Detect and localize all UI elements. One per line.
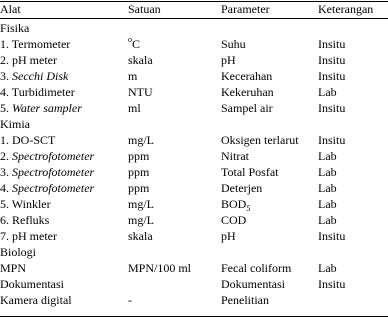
cell-alat: MPN xyxy=(0,261,27,275)
cell-satuan: ppm xyxy=(128,149,150,163)
cell-parameter: Oksigen terlarut xyxy=(221,133,299,147)
item-name: Turbidimeter xyxy=(11,85,75,99)
table-row xyxy=(0,276,388,292)
table-header-row xyxy=(0,0,388,20)
item-name: Spectrofotometer xyxy=(12,165,95,179)
header-keterangan: Keterangan xyxy=(318,2,374,16)
cell-keterangan: Lab xyxy=(318,197,337,211)
cell-satuan: NTU xyxy=(128,85,153,99)
cell-satuan: skala xyxy=(128,229,153,243)
header-satuan: Satuan xyxy=(128,2,161,16)
group-row-kimia xyxy=(0,116,388,132)
cell-keterangan: Lab xyxy=(318,213,337,227)
item-name: Secchi Disk xyxy=(12,69,69,83)
cell-keterangan: Lab xyxy=(318,261,337,275)
cell-keterangan xyxy=(318,292,388,308)
table-row xyxy=(0,180,388,196)
item-name: Winkler xyxy=(11,197,51,211)
cell-keterangan: Lab xyxy=(318,85,337,99)
cell-alat xyxy=(0,164,128,180)
cell-satuan: ppm xyxy=(128,165,150,179)
table-row xyxy=(0,164,388,180)
item-number: 6. xyxy=(0,213,9,227)
group-label-fisika: Fisika xyxy=(0,21,30,35)
cell-satuan: skala xyxy=(128,53,153,67)
cell-satuan: ppm xyxy=(128,181,150,195)
cell-satuan: ml xyxy=(128,101,141,115)
cell-alat xyxy=(0,196,128,212)
item-name: Spectrofotometer xyxy=(12,181,95,195)
item-name: DO-SCT xyxy=(12,133,56,147)
table-row xyxy=(0,292,388,308)
table-bottom-rule xyxy=(0,316,388,317)
cell-parameter: COD xyxy=(221,213,247,227)
item-name: Refluks xyxy=(12,213,50,227)
item-number: 4. xyxy=(0,181,9,195)
cell-parameter: Kecerahan xyxy=(221,69,273,83)
cell-keterangan: Insitu xyxy=(318,277,346,291)
cell-keterangan: Insitu xyxy=(318,69,346,83)
cell-keterangan: Insitu xyxy=(318,133,346,147)
cell-satuan: - xyxy=(128,293,132,307)
cell-keterangan: Lab xyxy=(318,165,337,179)
table-row xyxy=(0,100,388,116)
cell-satuan: m xyxy=(128,69,138,83)
cell-alat xyxy=(0,180,128,196)
header-parameter: Parameter xyxy=(221,2,270,16)
item-number: 3. xyxy=(0,69,9,83)
table-row xyxy=(0,132,388,148)
cell-keterangan: Lab xyxy=(318,149,337,163)
cell-parameter: Penelitian xyxy=(221,293,269,307)
cell-satuan xyxy=(128,36,221,52)
cell-parameter: Deterjen xyxy=(221,181,263,195)
cell-alat xyxy=(0,68,128,84)
cell-alat xyxy=(0,84,128,100)
cell-alat: Kamera digital xyxy=(0,293,72,307)
cell-parameter: Suhu xyxy=(221,37,246,51)
cell-parameter: Nitrat xyxy=(221,149,249,163)
item-name: Termometer xyxy=(11,37,71,51)
cell-satuan xyxy=(128,276,221,292)
table-row xyxy=(0,52,388,68)
item-number: 2. xyxy=(0,149,9,163)
cell-keterangan: Insitu xyxy=(318,229,346,243)
cell-parameter: Sampel air xyxy=(221,101,273,115)
item-number: 7. xyxy=(0,229,9,243)
degree-symbol: o xyxy=(128,35,132,44)
unit-text: C xyxy=(132,37,141,51)
item-number: 3. xyxy=(0,165,9,179)
item-name: pH meter xyxy=(12,229,57,243)
item-name: pH meter xyxy=(12,53,57,67)
item-number: 4. xyxy=(0,85,9,99)
group-label-kimia: Kimia xyxy=(0,117,30,131)
table-row xyxy=(0,84,388,100)
item-number: 5. xyxy=(0,197,9,211)
cell-alat xyxy=(0,36,128,52)
cell-alat xyxy=(0,212,128,228)
table-row xyxy=(0,228,388,244)
cell-alat xyxy=(0,132,128,148)
cell-alat xyxy=(0,148,128,164)
cell-keterangan: Insitu xyxy=(318,37,346,51)
cell-satuan: mg/L xyxy=(128,213,154,227)
item-number: 2. xyxy=(0,53,9,67)
group-row-biologi xyxy=(0,244,388,260)
item-number: 1. xyxy=(0,133,9,147)
group-row-fisika xyxy=(0,20,388,36)
table-row xyxy=(0,260,388,276)
table-row xyxy=(0,196,388,212)
parameter-subscript: 5 xyxy=(246,204,251,213)
cell-satuan: MPN/100 ml xyxy=(128,261,192,275)
cell-keterangan: Insitu xyxy=(318,53,346,67)
table-row xyxy=(0,148,388,164)
cell-parameter xyxy=(221,196,318,212)
cell-parameter: Total Posfat xyxy=(221,165,279,179)
cell-parameter: Dokumentasi xyxy=(221,277,285,291)
cell-alat: Dokumentasi xyxy=(0,277,64,291)
cell-keterangan: Lab xyxy=(318,181,337,195)
parameter-text: BOD xyxy=(221,197,247,211)
group-label-biologi: Biologi xyxy=(0,245,37,259)
cell-parameter: Fecal coliform xyxy=(221,261,292,275)
header-alat: Alat xyxy=(0,2,21,16)
table-row xyxy=(0,36,388,52)
cell-parameter: pH xyxy=(221,229,236,243)
cell-alat xyxy=(0,100,128,116)
item-number: 5. xyxy=(0,101,9,115)
item-number: 1. xyxy=(0,37,9,51)
cell-parameter: Kekeruhan xyxy=(221,85,274,99)
table-row xyxy=(0,68,388,84)
cell-satuan: mg/L xyxy=(128,133,154,147)
item-name: Water sampler xyxy=(12,101,82,115)
cell-parameter: pH xyxy=(221,53,236,67)
cell-keterangan: Insitu xyxy=(318,101,346,115)
cell-alat xyxy=(0,228,128,244)
item-name: Spectrofotometer xyxy=(12,149,95,163)
cell-satuan: mg/L xyxy=(128,197,154,211)
cell-alat xyxy=(0,52,128,68)
table-row xyxy=(0,212,388,228)
